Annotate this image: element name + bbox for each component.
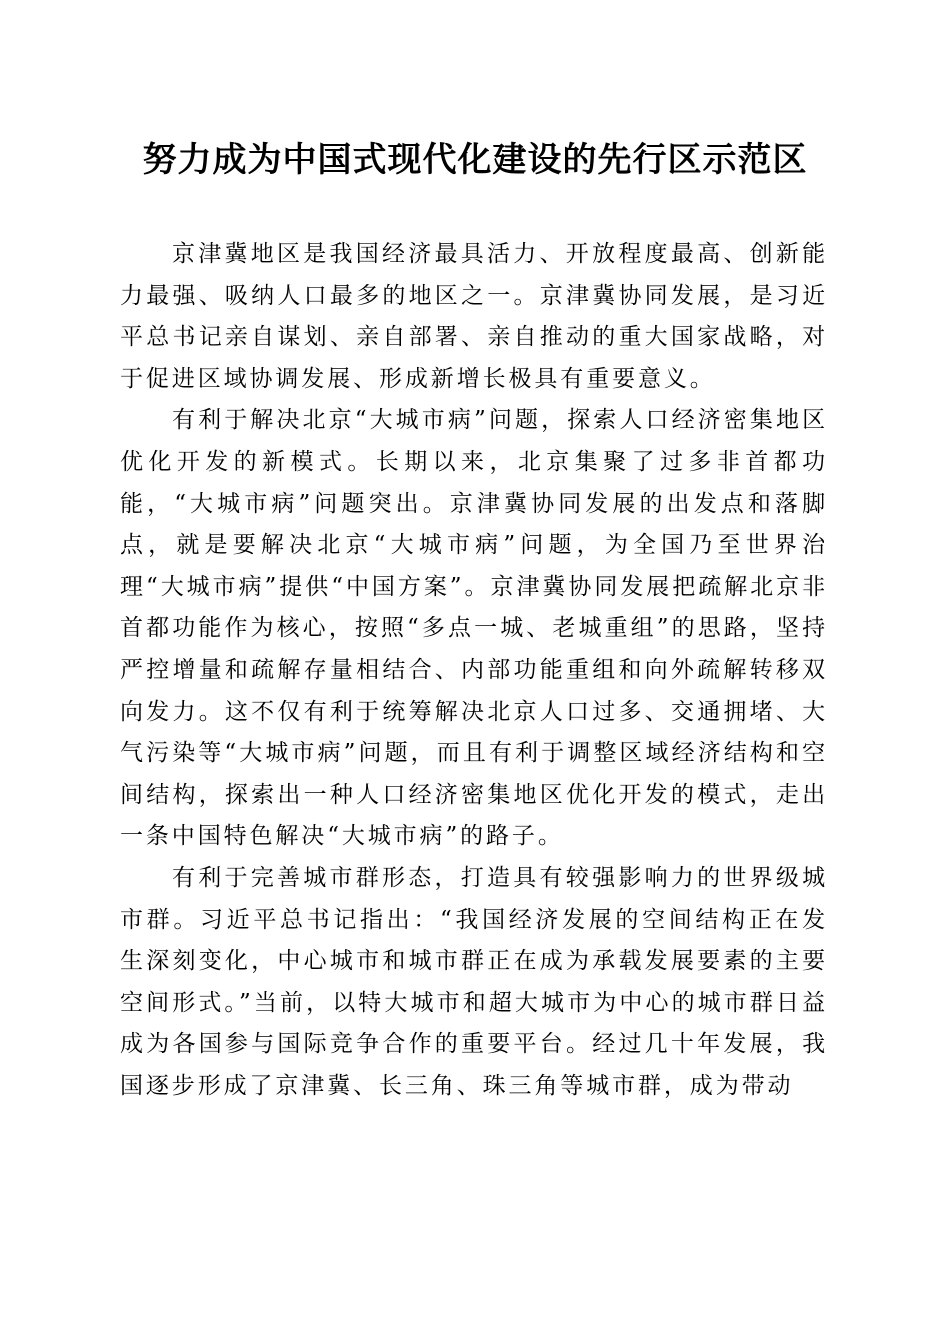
paragraph-big-city-disease: 有利于解决北京“大城市病”问题，探索人口经济密集地区优化开发的新模式。长期以来，北京集聚了过多非首都功能，“大城市病”问题突出。京津冀协同发展的出发点和落脚点，就是要解决北京“大城市病”问题，为全国乃至世界治理“大城市病”提供“中国方案”。京津冀协同发展把疏解北京非首都功能作为核心，按照“多点一城、老城重组”的思路，坚持严控增量和疏解存量相结合、内部功能重组和向外疏解转移双向发力。这不仅有利于统筹解决北京人口过多、交通拥堵、大气污染等“大城市病”问题，而且有利于调整区域经济结构和空间结构，探索出一种人口经济密集地区优化开发的模式，走出一条中国特色解决“大城市病”的路子。 xyxy=(120,407,828,850)
paragraph-intro: 京津冀地区是我国经济最具活力、开放程度最高、创新能力最强、吸纳人口最多的地区之一。京津冀协同发展，是习近平总书记亲自谋划、亲自部署、亲自推动的重大国家战略，对于促进区域协调发展、形成新增长极具有重要意义。 xyxy=(120,241,828,392)
document-body xyxy=(120,234,828,1107)
paragraph-city-cluster: 有利于完善城市群形态，打造具有较强影响力的世界级城市群。习近平总书记指出：“我国经济发展的空间结构正在发生深刻变化，中心城市和城市群正在成为承载发展要素的主要空间形式。”当前，以特大城市和超大城市为中心的城市群日益成为各国参与国际竞争合作的重要平台。经过几十年发展，我国逐步形成了京津冀、长三角、珠三角等城市群，成为带动 xyxy=(120,864,828,1099)
document-title: 努力成为中国式现代化建设的先行区示范区 xyxy=(142,140,808,180)
